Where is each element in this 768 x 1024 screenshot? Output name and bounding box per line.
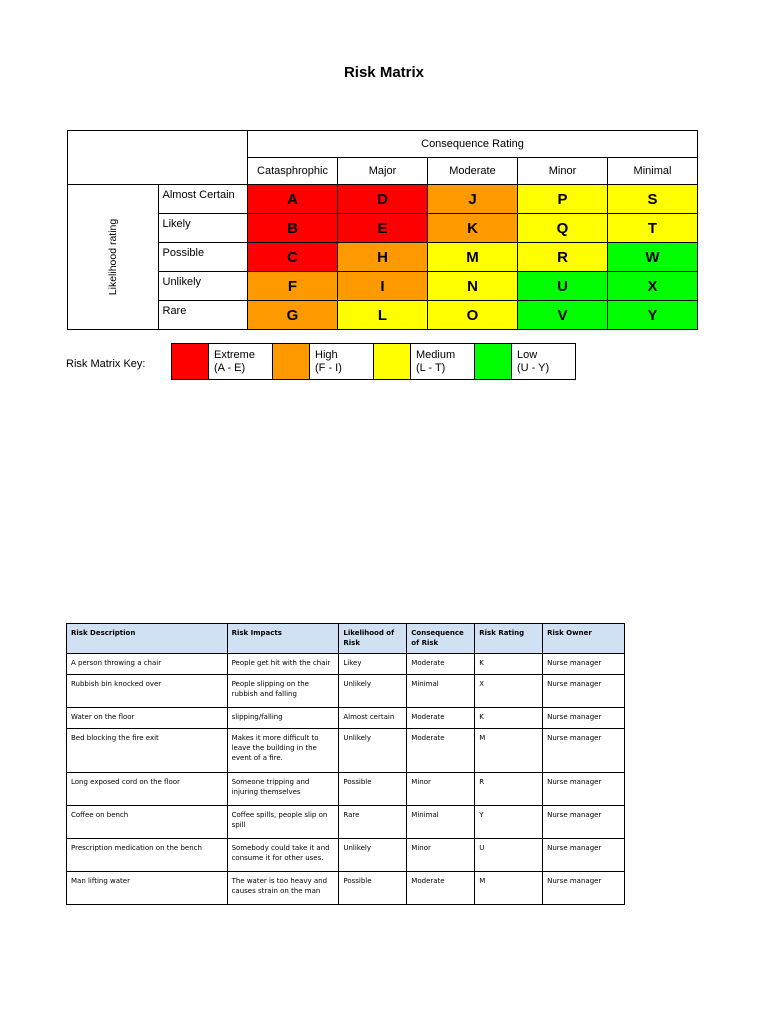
key-name: Medium: [416, 349, 456, 361]
table-cell: Nurse manager: [543, 729, 625, 773]
table-cell: Almost certain: [339, 708, 407, 729]
table-cell: Minor: [407, 773, 475, 806]
table-cell: slipping/falling: [227, 708, 339, 729]
table-cell: Likey: [339, 654, 407, 675]
table-cell: Nurse manager: [543, 806, 625, 839]
table-cell: Man lifting water: [67, 872, 228, 905]
likelihood-row-label: Rare: [158, 301, 248, 330]
column-header: Likelihood of Risk: [339, 624, 407, 654]
table-cell: Possible: [339, 773, 407, 806]
column-header: Risk Owner: [543, 624, 625, 654]
table-row: [67, 839, 625, 872]
matrix-cell: M: [428, 243, 518, 272]
table-cell: People slipping on the rubbish and falling: [227, 675, 339, 708]
table-cell: Someone tripping and injuring themselves: [227, 773, 339, 806]
key-item-high: [310, 344, 374, 380]
matrix-corner: [68, 131, 248, 185]
matrix-cell: B: [248, 214, 338, 243]
key-name: High: [315, 349, 338, 361]
column-header: Risk Rating: [475, 624, 543, 654]
key-label: Risk Matrix Key:: [66, 358, 146, 370]
table-cell: Somebody could take it and consume it for other uses.: [227, 839, 339, 872]
key-swatch-low: [475, 344, 512, 380]
risk-register-table: [66, 623, 625, 905]
table-row: [67, 708, 625, 729]
risk-key-table: [171, 343, 576, 380]
consequence-header: Consequence Rating: [248, 131, 698, 158]
key-range: (A - E): [214, 362, 246, 374]
table-cell: Minor: [407, 839, 475, 872]
table-cell: Unlikely: [339, 729, 407, 773]
table-cell: Nurse manager: [543, 675, 625, 708]
consequence-column: Minimal: [608, 158, 698, 185]
matrix-cell: P: [518, 185, 608, 214]
matrix-cell: N: [428, 272, 518, 301]
matrix-cell: I: [338, 272, 428, 301]
table-cell: U: [475, 839, 543, 872]
matrix-cell: Q: [518, 214, 608, 243]
table-row: [67, 654, 625, 675]
table-cell: Water on the floor: [67, 708, 228, 729]
table-cell: Coffee spills, people slip on spill: [227, 806, 339, 839]
table-cell: M: [475, 729, 543, 773]
consequence-column: Moderate: [428, 158, 518, 185]
matrix-cell: Y: [608, 301, 698, 330]
table-cell: Possible: [339, 872, 407, 905]
table-cell: Moderate: [407, 708, 475, 729]
table-cell: People get hit with the chair: [227, 654, 339, 675]
likelihood-label: Likelihood rating: [106, 218, 119, 296]
table-cell: Rubbish bin knocked over: [67, 675, 228, 708]
table-cell: M: [475, 872, 543, 905]
table-cell: Coffee on bench: [67, 806, 228, 839]
table-cell: Nurse manager: [543, 773, 625, 806]
table-row: [67, 675, 625, 708]
table-row: [67, 773, 625, 806]
table-cell: Nurse manager: [543, 872, 625, 905]
table-cell: K: [475, 708, 543, 729]
matrix-cell: G: [248, 301, 338, 330]
table-row: [67, 872, 625, 905]
page-title: Risk Matrix: [343, 64, 425, 81]
table-cell: Prescription medication on the bench: [67, 839, 228, 872]
matrix-cell: H: [338, 243, 428, 272]
key-swatch-high: [273, 344, 310, 380]
table-cell: Y: [475, 806, 543, 839]
table-cell: Bed blocking the fire exit: [67, 729, 228, 773]
key-swatch-extreme: [172, 344, 209, 380]
table-cell: Minimal: [407, 806, 475, 839]
matrix-cell: A: [248, 185, 338, 214]
matrix-cell: E: [338, 214, 428, 243]
matrix-cell: C: [248, 243, 338, 272]
matrix-cell: S: [608, 185, 698, 214]
likelihood-label-cell: [68, 185, 159, 330]
matrix-cell: X: [608, 272, 698, 301]
table-cell: Nurse manager: [543, 654, 625, 675]
table-cell: Moderate: [407, 872, 475, 905]
matrix-cell: T: [608, 214, 698, 243]
consequence-column: Minor: [518, 158, 608, 185]
matrix-cell: W: [608, 243, 698, 272]
table-row: [67, 729, 625, 773]
consequence-column: Catasphrophic: [248, 158, 338, 185]
table-cell: K: [475, 654, 543, 675]
table-cell: Minimal: [407, 675, 475, 708]
key-item-medium: [411, 344, 475, 380]
risk-matrix-table: [67, 130, 698, 330]
table-cell: Unlikely: [339, 839, 407, 872]
key-range: (L - T): [416, 362, 446, 374]
column-header: Risk Impacts: [227, 624, 339, 654]
table-cell: Rare: [339, 806, 407, 839]
key-swatch-medium: [374, 344, 411, 380]
matrix-cell: D: [338, 185, 428, 214]
matrix-cell: J: [428, 185, 518, 214]
table-cell: Nurse manager: [543, 839, 625, 872]
table-cell: A person throwing a chair: [67, 654, 228, 675]
column-header: Risk Description: [67, 624, 228, 654]
matrix-cell: R: [518, 243, 608, 272]
table-cell: Long exposed cord on the floor: [67, 773, 228, 806]
table-cell: Unlikely: [339, 675, 407, 708]
table-cell: Nurse manager: [543, 708, 625, 729]
key-name: Extreme: [214, 349, 255, 361]
table-cell: Makes it more difficult to leave the building in the event of a fire.: [227, 729, 339, 773]
matrix-cell: L: [338, 301, 428, 330]
key-name: Low: [517, 349, 538, 361]
matrix-cell: V: [518, 301, 608, 330]
likelihood-row-label: Possible: [158, 243, 248, 272]
table-row: [67, 806, 625, 839]
table-cell: X: [475, 675, 543, 708]
matrix-cell: U: [518, 272, 608, 301]
matrix-cell: F: [248, 272, 338, 301]
key-item-extreme: [209, 344, 273, 380]
matrix-cell: O: [428, 301, 518, 330]
likelihood-row-label: Almost Certain: [158, 185, 248, 214]
table-cell: Moderate: [407, 729, 475, 773]
table-cell: Moderate: [407, 654, 475, 675]
likelihood-row-label: Unlikely: [158, 272, 248, 301]
matrix-cell: K: [428, 214, 518, 243]
key-item-low: [512, 344, 576, 380]
key-range: (U - Y): [517, 362, 550, 374]
table-cell: The water is too heavy and causes strain on the man: [227, 872, 339, 905]
column-header: Consequence of Risk: [407, 624, 475, 654]
key-range: (F - I): [315, 362, 342, 374]
likelihood-row-label: Likely: [158, 214, 248, 243]
consequence-column: Major: [338, 158, 428, 185]
table-cell: R: [475, 773, 543, 806]
